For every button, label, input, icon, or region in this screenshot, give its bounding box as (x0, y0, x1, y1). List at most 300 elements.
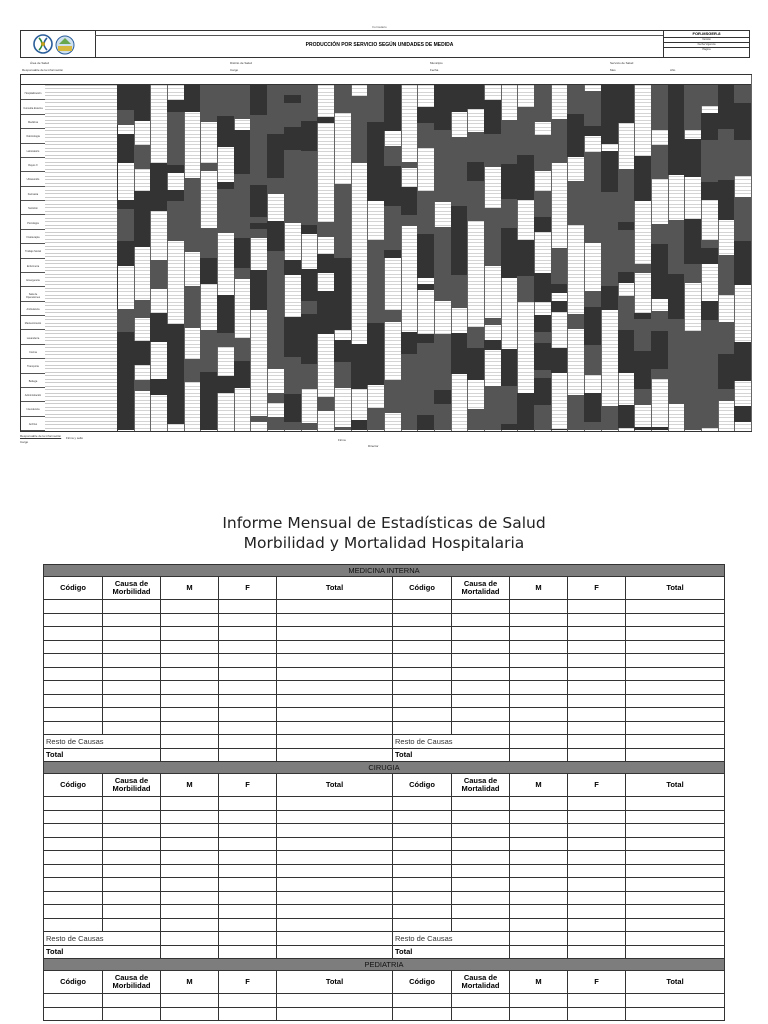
table-cell[interactable] (219, 918, 277, 932)
grid-shaded-block (267, 221, 284, 230)
table-cell[interactable] (393, 810, 452, 824)
grid-shaded-block (451, 85, 468, 112)
table-cell[interactable] (393, 667, 452, 681)
table-cell[interactable] (510, 824, 568, 838)
table-cell[interactable] (626, 681, 725, 695)
table-cell[interactable] (568, 837, 626, 851)
table-cell[interactable] (219, 864, 277, 878)
grid-shaded-block (551, 284, 568, 293)
table-cell[interactable] (44, 627, 103, 641)
table-cell[interactable] (161, 824, 219, 838)
table-cell[interactable] (510, 1007, 568, 1021)
grid-shaded-block (601, 233, 618, 242)
grid-shaded-block (534, 217, 551, 232)
table-cell[interactable] (510, 600, 568, 614)
table-cell[interactable] (452, 837, 510, 851)
table-cell[interactable] (277, 708, 393, 722)
table-cell[interactable] (568, 613, 626, 627)
table-cell[interactable] (219, 837, 277, 851)
grid-shaded-block (618, 330, 635, 348)
grid-shaded-block (668, 319, 685, 360)
grid-shaded-block (250, 270, 267, 310)
table-cell[interactable] (452, 864, 510, 878)
table-cell[interactable] (277, 681, 393, 695)
table-cell[interactable] (219, 905, 277, 919)
table-cell[interactable] (568, 824, 626, 838)
table-cell[interactable] (103, 654, 161, 668)
grid-shaded-block (551, 348, 568, 373)
table-cell[interactable] (161, 797, 219, 811)
grid-shaded-block (601, 85, 618, 98)
grid-shaded-block (284, 357, 301, 394)
table-cell[interactable] (510, 797, 568, 811)
table-cell[interactable] (510, 837, 568, 851)
grid-shaded-block (234, 85, 251, 119)
table-cell[interactable] (277, 627, 393, 641)
table-cell[interactable] (393, 878, 452, 892)
table-cell[interactable] (277, 1007, 393, 1021)
table-cell[interactable] (44, 667, 103, 681)
table-cell[interactable] (103, 864, 161, 878)
grid-shaded-block (134, 300, 151, 318)
table-cell[interactable] (510, 654, 568, 668)
table-cell[interactable] (452, 613, 510, 627)
table-cell[interactable] (626, 797, 725, 811)
grid-shaded-block (284, 422, 301, 430)
table-cell[interactable] (277, 851, 393, 865)
table-cell[interactable] (161, 837, 219, 851)
table-cell[interactable] (44, 1007, 103, 1021)
table-cell[interactable] (103, 627, 161, 641)
table-cell[interactable] (626, 1007, 725, 1021)
grid-shaded-block (284, 187, 301, 223)
column-header: Total (626, 577, 725, 600)
table-cell[interactable] (452, 721, 510, 735)
table-cell[interactable] (103, 600, 161, 614)
grid-shaded-block (217, 208, 234, 233)
table-cell[interactable] (161, 1007, 219, 1021)
table-cell[interactable] (161, 613, 219, 627)
grid-shaded-block (334, 353, 351, 362)
table-cell[interactable] (452, 810, 510, 824)
table-cell[interactable] (161, 694, 219, 708)
table-cell[interactable] (452, 627, 510, 641)
grid-shaded-block (584, 345, 601, 353)
table-cell[interactable] (393, 918, 452, 932)
table-cell[interactable] (219, 654, 277, 668)
table-cell[interactable] (510, 694, 568, 708)
table-cell[interactable] (277, 613, 393, 627)
table-cell[interactable] (277, 878, 393, 892)
table-cell (626, 932, 725, 946)
grid-column (284, 75, 302, 431)
table-cell[interactable] (277, 797, 393, 811)
table-cell[interactable] (103, 708, 161, 722)
table-cell[interactable] (44, 797, 103, 811)
table-cell[interactable] (161, 600, 219, 614)
table-cell (626, 748, 725, 762)
table-cell[interactable] (510, 994, 568, 1008)
table-cell[interactable] (103, 851, 161, 865)
grid-shaded-block (184, 178, 201, 211)
grid-group-divider (21, 128, 45, 129)
table-cell[interactable] (393, 708, 452, 722)
table-cell[interactable] (161, 681, 219, 695)
grid-shaded-block (200, 359, 217, 372)
table-cell[interactable] (393, 613, 452, 627)
table-cell[interactable] (510, 864, 568, 878)
table-cell[interactable] (510, 878, 568, 892)
table-cell[interactable] (568, 721, 626, 735)
grid-shaded-block (701, 301, 718, 320)
table-cell[interactable] (568, 810, 626, 824)
total-row (44, 748, 725, 762)
table-cell[interactable] (161, 905, 219, 919)
table-cell[interactable] (103, 837, 161, 851)
grid-shaded-block (517, 107, 534, 145)
table-cell[interactable] (219, 681, 277, 695)
table-cell[interactable] (103, 1007, 161, 1021)
grid-shaded-block (668, 246, 685, 264)
table-cell[interactable] (44, 681, 103, 695)
grid-shaded-block (117, 409, 134, 430)
table-cell[interactable] (161, 721, 219, 735)
table-cell[interactable] (161, 654, 219, 668)
table-cell[interactable] (277, 891, 393, 905)
table-cell[interactable] (393, 654, 452, 668)
table-cell[interactable] (510, 640, 568, 654)
grid-shaded-block (234, 361, 251, 380)
table-cell[interactable] (626, 721, 725, 735)
table-cell[interactable] (44, 918, 103, 932)
table-cell[interactable] (452, 891, 510, 905)
table-cell[interactable] (568, 797, 626, 811)
table-cell[interactable] (103, 640, 161, 654)
table-cell[interactable] (452, 1007, 510, 1021)
grid-shaded-block (434, 100, 451, 130)
grid-column (734, 75, 752, 431)
table-cell[interactable] (219, 708, 277, 722)
grid-shaded-block (150, 379, 167, 395)
table-cell[interactable] (452, 918, 510, 932)
table-cell[interactable] (510, 667, 568, 681)
table-cell[interactable] (161, 994, 219, 1008)
table-cell[interactable] (568, 864, 626, 878)
grid-shaded-block (234, 203, 251, 238)
table-cell[interactable] (44, 837, 103, 851)
table-cell[interactable] (626, 654, 725, 668)
table-cell[interactable] (393, 864, 452, 878)
table-cell[interactable] (103, 810, 161, 824)
table-cell[interactable] (452, 667, 510, 681)
grid-shaded-block (267, 297, 284, 329)
table-cell[interactable] (219, 851, 277, 865)
table-cell[interactable] (277, 694, 393, 708)
table-cell[interactable] (161, 851, 219, 865)
table-cell[interactable] (219, 824, 277, 838)
table-cell[interactable] (568, 640, 626, 654)
table-cell[interactable] (44, 878, 103, 892)
table-cell[interactable] (103, 667, 161, 681)
table-cell[interactable] (626, 994, 725, 1008)
table-cell[interactable] (393, 627, 452, 641)
grid-group-column (21, 75, 46, 431)
table-cell[interactable] (626, 918, 725, 932)
table-cell[interactable] (44, 810, 103, 824)
table-cell[interactable] (568, 891, 626, 905)
table-cell[interactable] (277, 824, 393, 838)
table-cell[interactable] (277, 994, 393, 1008)
grid-shaded-block (734, 213, 751, 241)
table-cell[interactable] (626, 600, 725, 614)
table-cell[interactable] (44, 613, 103, 627)
table-cell[interactable] (277, 721, 393, 735)
table-cell[interactable] (393, 797, 452, 811)
grid-group-divider (21, 143, 45, 144)
table-cell[interactable] (277, 837, 393, 851)
table-cell[interactable] (568, 905, 626, 919)
table-cell[interactable] (626, 837, 725, 851)
table-cell[interactable] (161, 810, 219, 824)
grid-shaded-block (501, 269, 518, 278)
table-cell[interactable] (44, 654, 103, 668)
table-cell[interactable] (510, 918, 568, 932)
table-cell[interactable] (626, 864, 725, 878)
table-row (44, 918, 725, 932)
table-cell[interactable] (103, 797, 161, 811)
table-cell[interactable] (626, 891, 725, 905)
table-cell[interactable] (219, 640, 277, 654)
grid-shaded-block (417, 284, 434, 290)
grid-column (250, 75, 268, 431)
table-cell[interactable] (452, 694, 510, 708)
table-cell[interactable] (510, 891, 568, 905)
table-cell[interactable] (452, 654, 510, 668)
grid-group-label: Sala de Operaciones (25, 293, 41, 300)
table-cell[interactable] (277, 654, 393, 668)
table-cell[interactable] (161, 878, 219, 892)
table-cell[interactable] (277, 600, 393, 614)
table-cell[interactable] (393, 600, 452, 614)
table-cell[interactable] (510, 851, 568, 865)
table-cell[interactable] (161, 667, 219, 681)
table-cell[interactable] (452, 797, 510, 811)
table-cell[interactable] (568, 994, 626, 1008)
grid-shaded-block (417, 334, 434, 343)
table-cell[interactable] (219, 721, 277, 735)
table-cell[interactable] (510, 681, 568, 695)
table-cell[interactable] (219, 797, 277, 811)
grid-group-label: Consulta Externa (23, 106, 43, 110)
table-cell[interactable] (510, 708, 568, 722)
table-cell[interactable] (568, 851, 626, 865)
table-cell[interactable] (44, 851, 103, 865)
grid-group-label: Enfermería (26, 264, 40, 268)
table-cell[interactable] (452, 708, 510, 722)
table-cell[interactable] (393, 721, 452, 735)
grid-shaded-block (584, 216, 601, 243)
table-cell[interactable] (103, 721, 161, 735)
table-cell[interactable] (626, 640, 725, 654)
table-cell[interactable] (161, 864, 219, 878)
grid-shaded-block (184, 286, 201, 328)
table-cell[interactable] (452, 851, 510, 865)
table-cell[interactable] (219, 891, 277, 905)
table-cell[interactable] (568, 878, 626, 892)
table-cell[interactable] (626, 694, 725, 708)
table-cell[interactable] (161, 708, 219, 722)
table-cell[interactable] (44, 891, 103, 905)
table-cell[interactable] (219, 600, 277, 614)
table-cell[interactable] (103, 681, 161, 695)
table-cell[interactable] (393, 837, 452, 851)
meta-municipio: Municipio (430, 61, 443, 65)
table-cell[interactable] (277, 905, 393, 919)
table-cell[interactable] (277, 864, 393, 878)
table-cell (277, 748, 393, 762)
grid-shaded-block (501, 228, 518, 269)
grid-shaded-block (484, 134, 501, 167)
table-cell[interactable] (452, 600, 510, 614)
table-cell[interactable] (103, 613, 161, 627)
grid-shaded-block (351, 420, 368, 430)
table-cell[interactable] (103, 918, 161, 932)
table-cell[interactable] (219, 1007, 277, 1021)
grid-shaded-block (501, 199, 518, 228)
grid-shaded-block (451, 163, 468, 206)
grid-group-label: Trabajo Social (25, 250, 41, 254)
table-cell[interactable] (277, 640, 393, 654)
table-cell[interactable] (44, 864, 103, 878)
table-cell[interactable] (568, 708, 626, 722)
table-cell[interactable] (44, 708, 103, 722)
table-cell[interactable] (103, 994, 161, 1008)
table-cell[interactable] (626, 667, 725, 681)
table-cell[interactable] (219, 627, 277, 641)
grid-shaded-block (651, 244, 668, 269)
table-cell[interactable] (510, 613, 568, 627)
table-cell[interactable] (393, 994, 452, 1008)
table-cell[interactable] (219, 613, 277, 627)
table-cell[interactable] (219, 994, 277, 1008)
table-cell[interactable] (219, 667, 277, 681)
table-cell[interactable] (219, 810, 277, 824)
table-cell[interactable] (103, 905, 161, 919)
table-cell[interactable] (393, 1007, 452, 1021)
grid-column (351, 75, 369, 431)
table-cell[interactable] (103, 891, 161, 905)
grid-group-divider (21, 387, 45, 388)
table-cell[interactable] (393, 851, 452, 865)
table-cell[interactable] (277, 918, 393, 932)
grid-shaded-block (718, 255, 735, 295)
table-cell[interactable] (393, 824, 452, 838)
table-cell[interactable] (44, 694, 103, 708)
grid-shaded-block (434, 334, 451, 376)
grid-shaded-block (134, 341, 151, 365)
table-cell[interactable] (452, 994, 510, 1008)
table-cell[interactable] (44, 905, 103, 919)
grid-group-divider (21, 258, 45, 259)
grid-group-divider (21, 157, 45, 158)
grid-shaded-block (234, 380, 251, 388)
grid-shaded-block (284, 109, 301, 127)
table-cell[interactable] (44, 824, 103, 838)
table-cell[interactable] (44, 994, 103, 1008)
table-cell[interactable] (103, 878, 161, 892)
table-cell[interactable] (103, 824, 161, 838)
table-cell[interactable] (626, 810, 725, 824)
grid-shaded-block (267, 85, 284, 105)
table-cell[interactable] (626, 824, 725, 838)
table-cell[interactable] (510, 905, 568, 919)
table-cell[interactable] (393, 905, 452, 919)
table-cell[interactable] (626, 905, 725, 919)
table-cell[interactable] (626, 878, 725, 892)
grid-shaded-block (434, 167, 451, 202)
grid-shaded-block (534, 405, 551, 430)
table-cell (219, 932, 277, 946)
table-cell[interactable] (44, 640, 103, 654)
table-cell[interactable] (626, 613, 725, 627)
table-cell[interactable] (568, 918, 626, 932)
table-cell[interactable] (568, 694, 626, 708)
table-cell[interactable] (626, 708, 725, 722)
table-cell[interactable] (393, 694, 452, 708)
table-cell[interactable] (393, 681, 452, 695)
table-cell[interactable] (510, 721, 568, 735)
table-cell[interactable] (568, 681, 626, 695)
table-cell[interactable] (393, 891, 452, 905)
table-cell[interactable] (568, 1007, 626, 1021)
grid-shaded-block (267, 329, 284, 353)
table-cell[interactable] (510, 810, 568, 824)
table-cell[interactable] (219, 878, 277, 892)
table-cell[interactable] (452, 905, 510, 919)
grid-shaded-block (434, 390, 451, 404)
table-cell[interactable] (626, 851, 725, 865)
table-cell[interactable] (103, 694, 161, 708)
table-cell[interactable] (452, 824, 510, 838)
table-cell[interactable] (568, 667, 626, 681)
table-cell[interactable] (161, 640, 219, 654)
table-cell[interactable] (277, 810, 393, 824)
table-cell[interactable] (568, 654, 626, 668)
table-cell[interactable] (568, 627, 626, 641)
column-header: M (510, 971, 568, 994)
table-cell[interactable] (452, 681, 510, 695)
table-cell[interactable] (44, 721, 103, 735)
grid-shaded-block (217, 295, 234, 333)
table-cell[interactable] (161, 891, 219, 905)
total-row (44, 945, 725, 959)
table-cell[interactable] (452, 640, 510, 654)
table-cell[interactable] (510, 627, 568, 641)
table-cell[interactable] (44, 600, 103, 614)
table-cell[interactable] (452, 878, 510, 892)
grid-shaded-block (217, 126, 234, 147)
table-cell[interactable] (161, 918, 219, 932)
table-cell[interactable] (568, 600, 626, 614)
table-cell[interactable] (393, 640, 452, 654)
table-cell[interactable] (277, 667, 393, 681)
table-cell[interactable] (626, 627, 725, 641)
table-row (44, 1007, 725, 1021)
table-cell[interactable] (219, 694, 277, 708)
grid-shaded-block (334, 362, 351, 388)
grid-shaded-block (734, 96, 751, 103)
table-cell[interactable] (161, 627, 219, 641)
